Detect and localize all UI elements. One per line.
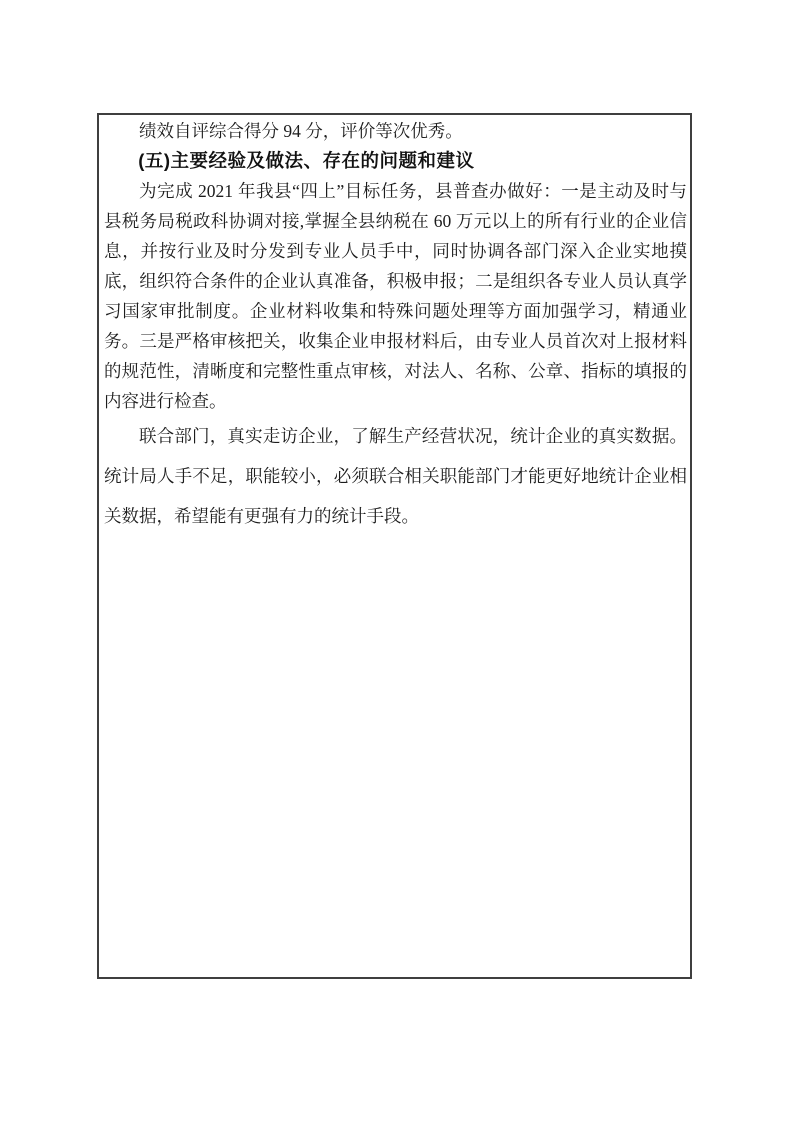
paragraph-main-experience: 为完成 2021 年我县“四上”目标任务，县普查办做好：一是主动及时与县税务局税政科协调对接,掌握全县纳税在 60 万元以上的所有行业的企业信息，并按行业及时分发到专业人员手中，同时协调各部门深入企业实地摸底，组织符合条件的企业认真准备，积极申报；二是组织各专业人员认真学习国家审批制度。企业材料收集和特殊问题处理等方面加强学习，精通业务。三是严格审核把关，收集企业申报材料后，由专业人员首次对上报材料的规范性，清晰度和完整性重点审核，对法人、名称、公章、指标的填报的内容进行检查。 — [104, 181, 687, 411]
score-summary-line: 绩效自评综合得分 94 分，评价等次优秀。 — [139, 121, 463, 141]
table-cell-border — [97, 113, 692, 979]
paragraph-problems-suggestions: 联合部门，真实走访企业，了解生产经营状况，统计企业的真实数据。统计局人手不足，职能较小，必须联合相关职能部门才能更好地统计企业相关数据，希望能有更强有力的统计手段。 — [104, 426, 687, 526]
section-heading: (五)主要经验及做法、存在的问题和建议 — [138, 150, 475, 171]
